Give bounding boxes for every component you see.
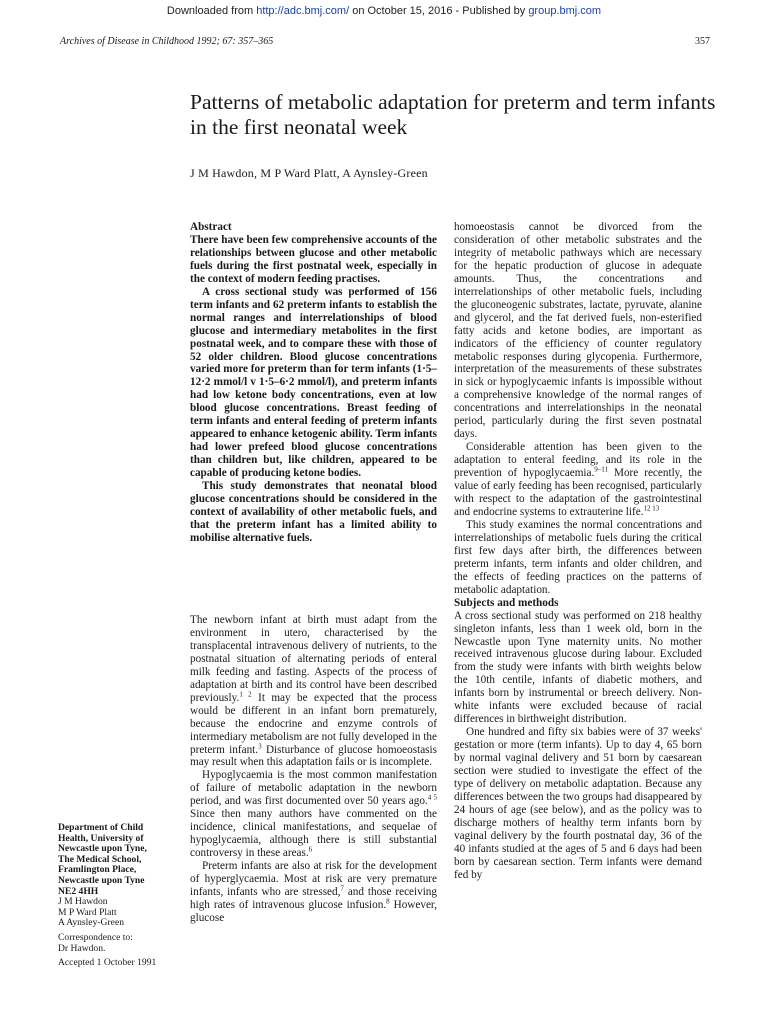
journal-citation: Archives of Disease in Childhood 1992; 67: 357–365: [60, 36, 274, 47]
abstract: [190, 221, 437, 545]
adc-link[interactable]: http://adc.bmj.com/: [256, 5, 350, 17]
accepted-date: Accepted 1 October 1991: [58, 957, 157, 969]
citation-ref: 12 13: [643, 504, 660, 513]
body-column-right: [454, 221, 702, 882]
text-run: Since then many authors have commented on the incidence, clinical manifestations, and sequelae of hypoglycaemia, although there is still substantial controversy in these areas.: [190, 808, 437, 860]
text-run: Hypoglycaemia is the most common manifestation of failure of metabolic adaptation in the newborn period, and was first documented over 50 years ago.: [190, 769, 437, 808]
citation-ref: 9–11: [594, 465, 609, 474]
body-paragraph: [454, 441, 702, 519]
text-run: Preterm infants are also at risk for the development of hyperglycaemia. Most at risk are very premature infants, infants who are stressed,: [190, 860, 437, 899]
citation-ref: 6: [308, 845, 313, 854]
text-run: Considerable attention has been given to the adaptation to enteral feeding, and its role in the prevention of hypoglycaemia.: [454, 441, 702, 480]
article-title: Patterns of metabolic adaptation for preterm and term infants in the first neonatal week: [190, 90, 716, 139]
correspondence-line: Correspondence to:: [58, 931, 133, 943]
section-heading: Subjects and methods: [454, 596, 559, 609]
download-notice: [0, 5, 768, 17]
body-paragraph: [190, 860, 437, 925]
affiliation-line: Health, University of: [58, 832, 144, 844]
body-column-left: [190, 614, 437, 925]
affiliation-line: Newcastle upon Tyne: [58, 874, 145, 886]
abstract-heading: Abstract: [190, 221, 232, 233]
group-bmj-link[interactable]: group.bmj.com: [528, 5, 602, 17]
citation-ref: 4 5: [427, 793, 437, 802]
citation-ref: 1 2: [239, 689, 252, 698]
page-number: 357: [695, 36, 710, 47]
body-paragraph: [190, 614, 437, 769]
body-paragraph: homoeostasis cannot be divorced from the consideration of other metabolic substrates and the integrity of metabolic pathways which are necessary for the hepatic production of glucose in adequate amounts. Thus, the concentrations and interrelationships of other metabolic fuels, including the gluconeogenic substrates, lactate, pyruvate, alanine and glycerol, and the fat derived fuels, non-esterified fatty acids and ketone bodies, are important as indicators of the efficiency of counter regulatory metabolic responses during glycopenia. Furthermore, interpretation of the measurements of these substrates in sick or hypoglycaemic infants is impossible without a comprehensive knowledge of the normal ranges of concentrations and interrelationships in the neonatal period, particularly during the first seven postnatal days.: [454, 221, 702, 441]
body-paragraph: [190, 769, 437, 860]
sidebar-author: A Aynsley-Green: [58, 917, 124, 929]
text-run: More recently, the value of early feeding has been recognised, particularly with respect to the adaptation of the gastrointestinal and endocrine systems to extrauterine life.: [454, 467, 702, 518]
affiliation-line: NE2 4HH: [58, 885, 99, 897]
body-paragraph: One hundred and fifty six babies were of 37 weeks' gestation or more (term infants). Up to day 4, 65 born by normal vaginal delivery and 51 born by caesarean section were studied to investigate the effect of the type of delivery on metabolic adaptation. Because any differences between the two groups had disappeared by 24 hours of age (see below), and as the policy was to discharge mothers of healthy term infants born by vaginal delivery by the fourth postnatal day, 36 of the 40 infants studied at the ages of 5 and 6 days had been born by caesarean section. Term infants were demand fed by: [454, 726, 703, 881]
text-run: Disturbance of glucose homoeostasis may result when this adaptation fails or is incomplete.: [190, 743, 437, 769]
sidebar-author: J M Hawdon: [58, 896, 108, 908]
abstract-paragraph-3: This study demonstrates that neonatal blood glucose concentrations should be considered in the context of availability of other metabolic fuels, and that the preterm infant has a limited ability to mobilise alternative fuels.: [190, 480, 437, 544]
download-prefix: Downloaded from: [166, 5, 257, 17]
affiliation-line: Newcastle upon Tyne,: [58, 843, 147, 855]
affiliation-line: The Medical School,: [58, 853, 142, 865]
text-run: However, glucose: [190, 898, 437, 924]
text-run: The newborn infant at birth must adapt from the environment in utero, characterised by the transplacental intravenous delivery of nutrients, to the postnatal situation of alternating periods of enteral milk feeding and fasting. Aspects of the process of adaptation at birth and its control have been described previously.: [190, 614, 437, 704]
body-paragraph: A cross sectional study was performed on 218 healthy singleton infants, less than 1 week old, born in the Newcastle upon Tyne maternity units. No mother received intravenous glucose during labour. Excluded from the study were infants with birth weights below the 10th centile, infants of diabetic mothers, and infants born by instrumental or breech delivery. Non-white infants were excluded because of racial differences in birthweight distribution.: [454, 609, 702, 726]
affiliation-line: Framlington Place,: [58, 864, 137, 876]
correspondence-line: Dr Hawdon.: [58, 942, 106, 954]
running-head: [60, 36, 710, 47]
author-affiliation-sidebar: [58, 823, 183, 969]
affiliation-line: Department of Child: [58, 822, 144, 833]
author-list: J M Hawdon, M P Ward Platt, A Aynsley-Green: [190, 166, 428, 180]
abstract-paragraph-1: There have been few comprehensive accounts of the relationships between glucose and other metabolic fuels during the first postnatal week, especially in the context of modern feeding practises.: [190, 233, 437, 285]
body-paragraph: This study examines the normal concentrations and interrelationships of metabolic fuels during the critical first few days after birth, the differences between preterm infants, term infants and older children, and the effects of feeding practices on the patterns of metabolic adaptation.: [454, 518, 702, 596]
download-middle: on October 15, 2016 - Published by: [349, 5, 529, 17]
text-run: and those receiving high rates of intravenous glucose infusion.: [190, 886, 437, 911]
citation-ref: 3: [258, 741, 262, 750]
text-run: It may be expected that the process would be different in an infant born prematurely, because the endocrine and enzyme controls of intermediary metabolism are not fully developed in the preterm infant.: [190, 691, 438, 756]
sidebar-author: M P Ward Platt: [58, 906, 117, 918]
abstract-paragraph-2: A cross sectional study was performed of 156 term infants and 62 preterm infants to establish the normal ranges and interrelationships of blood glucose and intermediary metabolites in the first postnatal week, and to compare these with those of 52 older children. Blood glucose concentrations varied more for preterm than for term infants (1·5–12·2 mmol/l v 1·5–6·2 mmol/l), and preterm infants had low ketone body concentrations, even at low blood glucose concentrations. Breast feeding of term infants and enteral feeding of preterm infants appeared to enhance ketogenic ability. Term infants had lower prefeed blood glucose concentrations than children but, like children, appeared to be capable of producing ketone bodies.: [190, 285, 437, 480]
citation-ref: 8: [386, 897, 390, 906]
citation-ref: 7: [340, 884, 344, 893]
